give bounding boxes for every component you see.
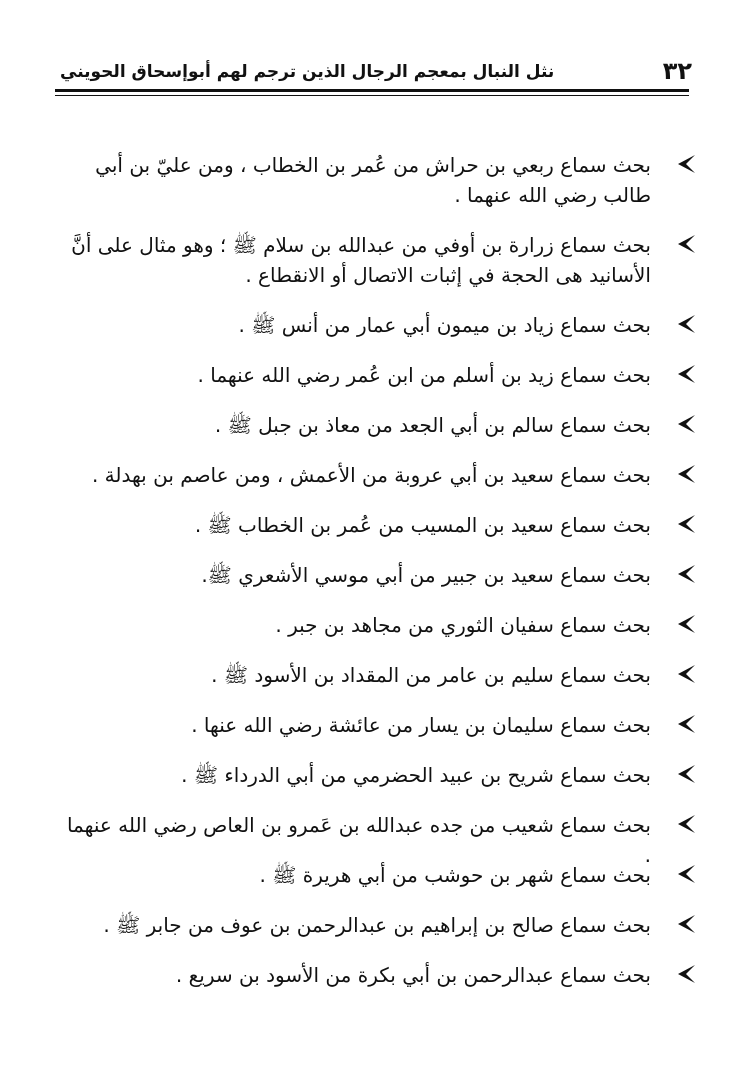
entry-text: بحث سماع شهر بن حوشب من أبي هريرة ﷺ . xyxy=(259,863,651,887)
entry-text: بحث سماع سفيان الثوري من مجاهد بن جبر . xyxy=(275,613,651,637)
entry-text: بحث سماع سليم بن عامر من المقداد بن الأسود ﷺ . xyxy=(211,663,651,687)
header-rule-thin xyxy=(55,95,689,96)
list-item xyxy=(55,960,697,1010)
arrow-bullet-icon xyxy=(675,152,697,176)
arrow-bullet-icon xyxy=(675,312,697,336)
arrow-bullet-icon xyxy=(675,512,697,536)
arrow-bullet-icon xyxy=(675,412,697,436)
list-item xyxy=(55,860,697,910)
page-number: ٣٢ xyxy=(662,57,692,85)
arrow-bullet-icon xyxy=(675,712,697,736)
entry-text: بحث سماع صالح بن إبراهيم بن عبدالرحمن بن عوف من جابر ﷺ . xyxy=(103,913,651,937)
list-item xyxy=(55,360,697,410)
arrow-bullet-icon xyxy=(675,612,697,636)
entry-text: بحث سماع سعيد بن أبي عروبة من الأعمش ، ومن عاصم بن بهدلة . xyxy=(91,463,651,487)
list-item xyxy=(55,410,697,460)
header-title: نثل النبال بمعجم الرجال الذين ترجم لهم أبوإسحاق الحويني xyxy=(60,62,555,82)
list-item xyxy=(55,610,697,660)
list-item xyxy=(55,910,697,960)
list-item xyxy=(55,150,697,230)
entry-text: بحث سماع عبدالرحمن بن أبي بكرة من الأسود بن سريع . xyxy=(175,963,651,987)
entry-text: بحث سماع زيد بن أسلم من ابن عُمر رضي الله عنهما . xyxy=(197,363,651,387)
entry-text: بحث سماع شعيب من جده عبدالله بن عَمرو بن العاص رضي الله عنهما . xyxy=(66,813,651,867)
entry-text: بحث سماع زياد بن ميمون أبي عمار من أنس ﷺ . xyxy=(238,313,651,337)
arrow-bullet-icon xyxy=(675,862,697,886)
arrow-bullet-icon xyxy=(675,362,697,386)
list-item xyxy=(55,710,697,760)
entry-text: بحث سماع سعيد بن جبير من أبي موسي الأشعري ﷺ. xyxy=(201,563,651,587)
arrow-bullet-icon xyxy=(675,912,697,936)
list-item xyxy=(55,810,697,867)
arrow-bullet-icon xyxy=(675,762,697,786)
arrow-bullet-icon xyxy=(675,812,697,836)
running-header xyxy=(60,52,692,86)
arrow-bullet-icon xyxy=(675,562,697,586)
entry-text: بحث سماع سعيد بن المسيب من عُمر بن الخطاب ﷺ . xyxy=(194,513,651,537)
list-item xyxy=(55,510,697,560)
entries-list xyxy=(55,150,697,1010)
list-item xyxy=(55,460,697,510)
entry-text: بحث سماع سالم بن أبي الجعد من معاذ بن جبل ﷺ . xyxy=(214,413,651,437)
arrow-bullet-icon xyxy=(675,462,697,486)
header-rule xyxy=(55,89,689,92)
entry-text: بحث سماع شريح بن عبيد الحضرمي من أبي الدرداء ﷺ . xyxy=(181,763,651,787)
entry-text: بحث سماع سليمان بن يسار من عائشة رضي الله عنها . xyxy=(191,713,651,737)
list-item xyxy=(55,310,697,360)
list-item xyxy=(55,230,697,310)
entry-text: بحث سماع ربعي بن حراش من عُمر بن الخطاب ، ومن عليّ بن أبي طالب رضي الله عنهما . xyxy=(95,153,651,207)
list-item xyxy=(55,560,697,610)
list-item xyxy=(55,660,697,710)
entry-text: بحث سماع زرارة بن أوفي من عبدالله بن سلام ﷺ ؛ وهو مثال على أنَّ الأسانيد هى الحجة في إثبات الاتصال أو الانقطاع . xyxy=(71,233,651,287)
list-item xyxy=(55,760,697,810)
arrow-bullet-icon xyxy=(675,662,697,686)
arrow-bullet-icon xyxy=(675,962,697,986)
arrow-bullet-icon xyxy=(675,232,697,256)
